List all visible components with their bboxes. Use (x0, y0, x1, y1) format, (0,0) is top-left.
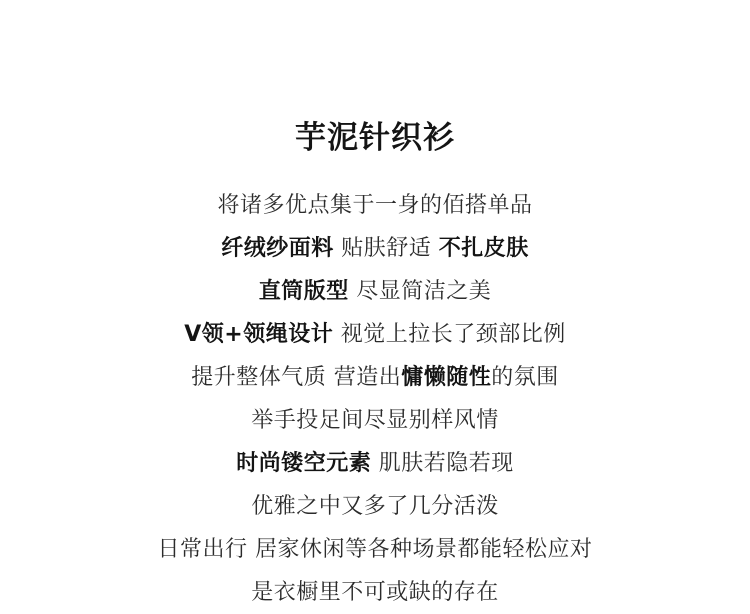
line-text: 举手投足间尽显别样风情 (251, 408, 499, 433)
description-line-4 (0, 313, 750, 356)
description-line-3 (0, 270, 750, 313)
line-text: 尽显简洁之美 (348, 279, 492, 304)
description-line-9 (0, 528, 750, 571)
line-text: 日常出行 居家休闲等各种场景都能轻松应对 (157, 537, 593, 562)
line-text: 优雅之中又多了几分活泼 (251, 494, 499, 519)
line-text: 贴肤舒适 (333, 236, 439, 261)
line-text: 提升整体气质 营造出 (191, 365, 402, 390)
description-line-2 (0, 227, 750, 270)
product-description (0, 184, 750, 614)
description-line-10 (0, 571, 750, 614)
highlight-text: V领+领绳设计 (184, 322, 334, 347)
line-text: 肌肤若隐若现 (371, 451, 514, 476)
description-line-7 (0, 442, 750, 485)
highlight-text: 直筒版型 (258, 279, 349, 304)
line-text: 视觉上拉长了颈部比例 (333, 322, 566, 347)
description-line-8 (0, 485, 750, 528)
highlight-text: 慵懒随性 (401, 365, 492, 390)
description-line-6 (0, 399, 750, 442)
product-title: 芋泥针织衫 (295, 120, 455, 156)
highlight-text: 不扎皮肤 (438, 236, 529, 261)
line-text: 是衣橱里不可或缺的存在 (251, 580, 499, 605)
description-line-5 (0, 356, 750, 399)
line-text: 的氛围 (491, 365, 559, 390)
line-text: 将诸多优点集于一身的佰搭单品 (217, 193, 533, 218)
highlight-text: 纤绒纱面料 (221, 236, 334, 261)
description-line-1 (0, 184, 750, 227)
highlight-text: 时尚镂空元素 (236, 451, 372, 476)
